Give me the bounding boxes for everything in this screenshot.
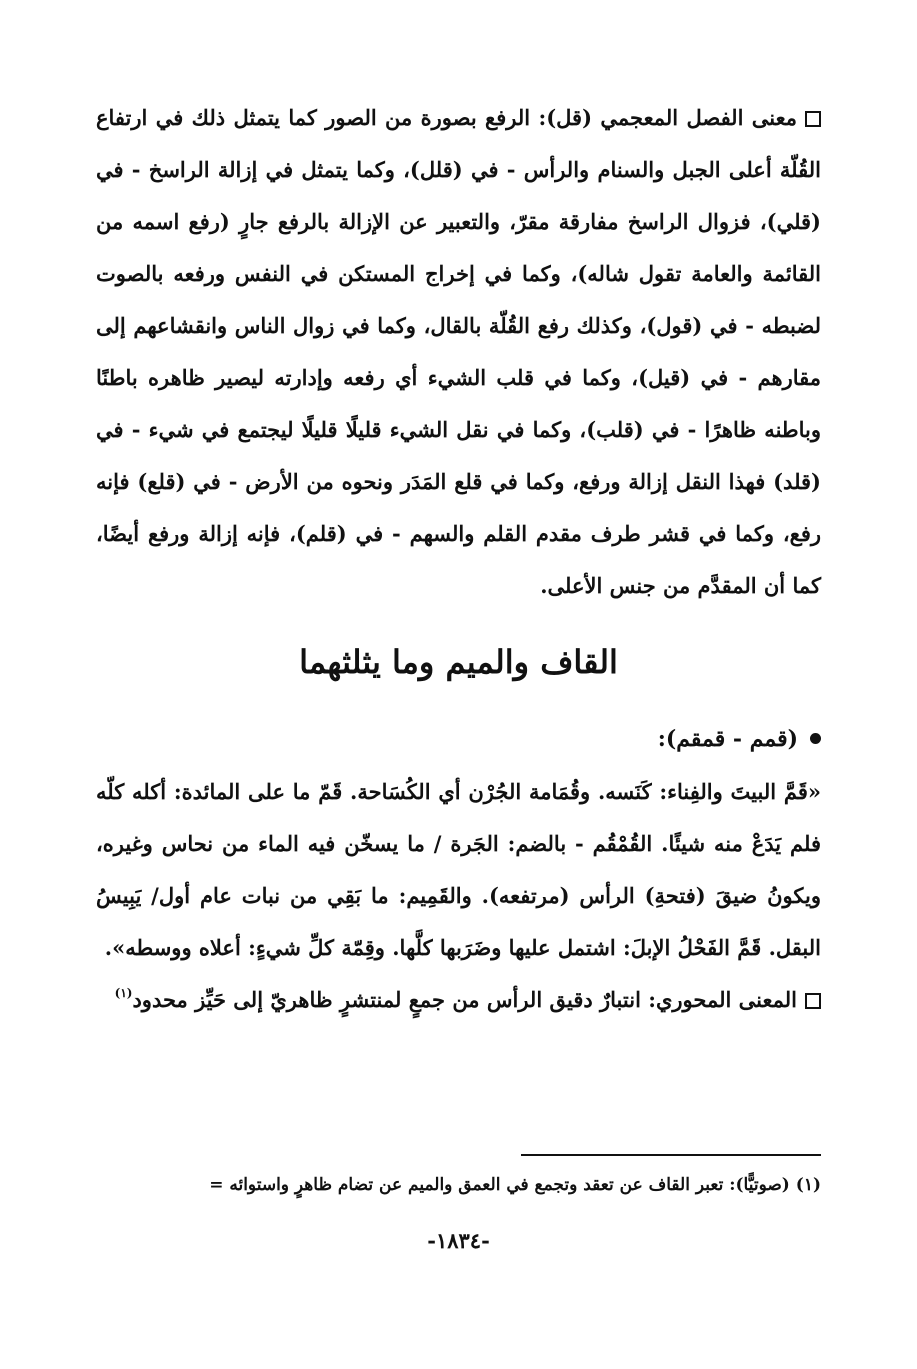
lexical-meaning-paragraph bbox=[96, 92, 821, 612]
page-number: -١٨٣٤- bbox=[427, 1228, 490, 1253]
entry-quote: «قَمَّ البيتَ والفِناء: كَنَسه. وقُمَامة الجُرْن أي الكُسَاحة. قَمّ ما على المائدة: أكله كلّه فلم يَدَعْ منه شيئًا. القُمْقُم - بالضم: الجَرة / ما يسخّن فيه الماء من نحاس وغيره، ويكونُ ضيقَ (فتحةِ) الرأس (مرتفعه). والقَمِيم: ما بَقِي من نبات عام أول/ يَبِيسُ البقل. قَمَّ الفَحْلُ الإبلَ: اشتمل عليها وضَرَبها كلَّها. وقِمّة كلِّ شيءٍ: أعلاه ووسطه». bbox=[96, 779, 821, 960]
section-heading: القاف والميم وما يثلثهما bbox=[299, 643, 618, 681]
square-bullet-icon bbox=[805, 993, 821, 1009]
footnote-reference: (١) bbox=[114, 986, 133, 1000]
footnote: (١) (صوتيًّا): تعبر القاف عن تعقد وتجمع في العمق والميم عن تضام ظاهرٍ واستوائه = bbox=[209, 1175, 821, 1195]
square-bullet-icon bbox=[805, 111, 821, 127]
footnote-divider bbox=[521, 1154, 821, 1156]
document-page bbox=[96, 92, 821, 1369]
axial-meaning-text: المعنى المحوري: انتبارٌ دقيق الرأس من جمعٍ لمنتشرٍ ظاهريّ إلى حَيِّز محدود bbox=[132, 987, 797, 1012]
entry-label-line bbox=[96, 712, 821, 766]
lexical-meaning-text: معنى الفصل المعجمي (قل): الرفع بصورة من الصور كما يتمثل ذلك في ارتفاع القُلّة أعلى الجبل والسنام والرأس - في (قلل)، وكما يتمثل في إزالة الراسخ - في (قلي)، فزوال الراسخ مفارقة مقرّ، والتعبير عن الإزالة بالرفع جارٍ (رفع اسمه من القائمة والعامة تقول شاله)، وكما في إخراج المستكن في النفس ورفعه بالصوت لضبطه - في (قول)، وكذلك رفع القُلّة بالقال، وكما في زوال الناس وانقشاعهم إلى مقارهم - في (قيل)، وكما في قلب الشيء أي رفعه وإدارته ليصير ظاهره باطنًا وباطنه ظاهرًا - في (قلب)، وكما في نقل الشيء قليلًا قليلًا ليجتمع في شيء - في (قلد) فهذا النقل إزالة ورفع، وكما في قلع المَدَر ونحوه من الأرض - في (قلع) فإنه رفع، وكما في قشر طرف مقدم القلم والسهم - في (قلم)، فإنه إزالة ورفع أيضًا، كما أن المقدَّم من جنس الأعلى. bbox=[96, 105, 821, 598]
round-bullet-icon bbox=[810, 733, 821, 744]
axial-meaning-paragraph bbox=[96, 974, 821, 1026]
entry-label: (قمم - قمقم): bbox=[657, 726, 798, 752]
